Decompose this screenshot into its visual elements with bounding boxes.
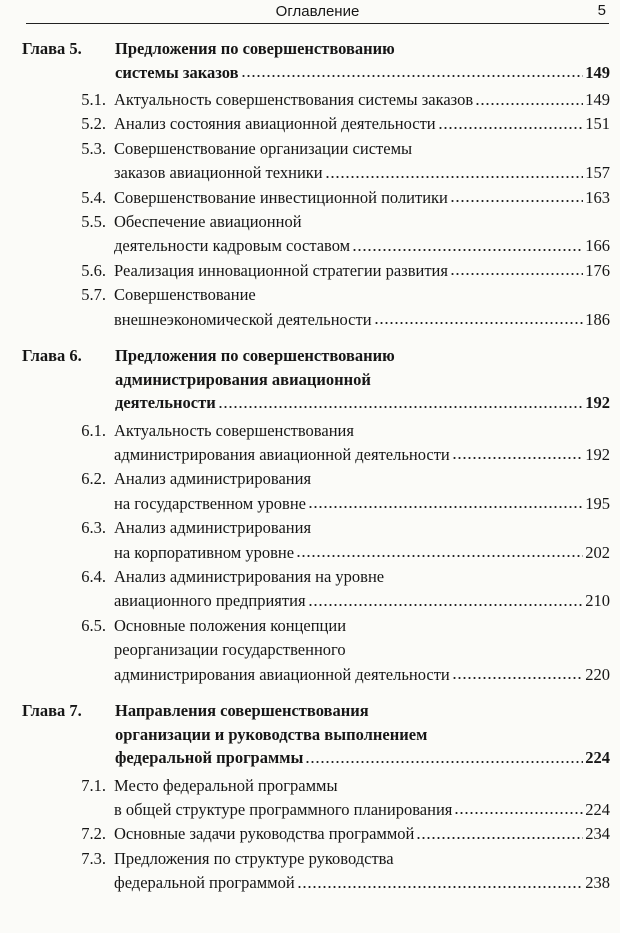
- section-title-line: [114, 589, 610, 613]
- section-title-line: [114, 186, 610, 210]
- chapter-title-text: Предложения по совершенствованию: [115, 39, 395, 58]
- section-title-line: [114, 516, 610, 540]
- section-title-line: [114, 112, 610, 136]
- chapter-label: Глава 6.: [22, 346, 82, 366]
- running-header: [26, 0, 609, 24]
- section-title-page-number: 176: [585, 260, 610, 280]
- section-title-page-number: 224: [585, 799, 610, 819]
- dot-leader: [297, 872, 584, 889]
- section-title: [114, 283, 610, 332]
- chapter-title-page-number: 224: [585, 748, 610, 768]
- section-number: 7.3.: [81, 848, 106, 868]
- section-title-page-number: 157: [585, 163, 610, 183]
- section-title-text: Основные положения концепции: [114, 615, 347, 635]
- section-number: 7.1.: [81, 775, 106, 795]
- section-title: [114, 419, 610, 468]
- section-number: 5.4.: [81, 187, 106, 207]
- chapter-title: [115, 344, 610, 415]
- chapter-title-line: [115, 723, 610, 747]
- section-number: 5.6.: [81, 260, 106, 280]
- section-title-text: Анализ администрирования: [114, 469, 312, 489]
- section-title-line: [114, 443, 610, 467]
- section-title-line: [114, 847, 610, 871]
- section-entry: [22, 88, 610, 112]
- dot-leader: [241, 61, 584, 78]
- chapter-title-text: Предложения по совершенствованию: [115, 346, 395, 366]
- section-title-line: [114, 774, 610, 798]
- section-entry: [22, 283, 610, 332]
- chapter-title-line: [115, 391, 610, 415]
- section-entry: [22, 516, 610, 565]
- section-entry: [22, 614, 610, 687]
- section-title-line: [114, 210, 610, 234]
- section-title-text: Место федеральной программы: [114, 775, 338, 795]
- section-title-line: [114, 88, 610, 112]
- section-title-text: реорганизации государственного: [114, 640, 346, 660]
- section-title-page-number: 149: [585, 90, 610, 109]
- dot-leader: [416, 823, 583, 840]
- dot-leader: [475, 89, 583, 106]
- running-header-title: Оглавление: [275, 3, 360, 20]
- section-number: 5.7.: [81, 285, 106, 305]
- section-title-text: администрирования авиационной деятельности: [114, 444, 450, 464]
- section-title-text: на корпоративном уровне: [114, 542, 295, 562]
- section-title-page-number: 151: [585, 114, 610, 134]
- section-title: [114, 614, 610, 687]
- chapter-title-line: [115, 344, 610, 368]
- dot-leader: [325, 162, 584, 179]
- section-title-line: [114, 871, 610, 895]
- section-number: 5.2.: [81, 114, 106, 134]
- section-title-text: Анализ администрирования на уровне: [114, 567, 385, 586]
- chapter-heading: [22, 699, 610, 770]
- chapter-title-text: деятельности: [115, 393, 216, 413]
- dot-leader: [450, 259, 583, 276]
- section-title: [114, 822, 610, 846]
- chapter-title-line: [115, 368, 610, 392]
- section-title-page-number: 210: [585, 591, 610, 611]
- section-title-line: [114, 492, 610, 516]
- chapter-block: [22, 699, 610, 896]
- section-title-text: Реализация инновационной стратегии развития: [114, 260, 448, 280]
- section-title: [114, 565, 610, 614]
- chapter-title-page-number: 192: [585, 393, 610, 413]
- section-title: [114, 847, 610, 896]
- chapter-title-line: [115, 61, 610, 85]
- page-number: 5: [597, 2, 606, 19]
- chapter-heading: [22, 37, 610, 84]
- section-title-line: [114, 541, 610, 565]
- section-title-line: [114, 663, 610, 687]
- section-title-line: [114, 565, 610, 589]
- chapter-label: Глава 5.: [22, 39, 82, 58]
- chapter-heading: [22, 344, 610, 415]
- section-title: [114, 137, 610, 186]
- chapter-title-page-number: 149: [585, 62, 610, 82]
- section-title: [114, 516, 610, 565]
- section-title-text: Анализ состояния авиационной деятельности: [114, 114, 436, 134]
- dot-leader: [452, 443, 584, 460]
- section-entry: [22, 822, 610, 846]
- section-title-text: Совершенствование инвестиционной политики: [114, 187, 448, 207]
- table-of-contents: [22, 37, 610, 908]
- chapter-block: [22, 344, 610, 687]
- section-title-text: на государственном уровне: [114, 493, 306, 513]
- section-title: [114, 259, 610, 283]
- section-title-line: [114, 467, 610, 491]
- section-number: 6.4.: [81, 567, 106, 586]
- section-number: 7.2.: [81, 824, 106, 844]
- dot-leader: [305, 747, 583, 764]
- section-entry: [22, 467, 610, 516]
- section-entry: [22, 112, 610, 136]
- section-entry: [22, 210, 610, 259]
- section-title: [114, 210, 610, 259]
- section-title-text: в общей структуре программного планирования: [114, 799, 453, 819]
- section-title-line: [114, 638, 610, 662]
- section-title-text: Совершенствование: [114, 285, 256, 305]
- dot-leader: [308, 492, 583, 509]
- section-title-page-number: 192: [585, 444, 610, 464]
- section-title-line: [114, 234, 610, 258]
- section-title-page-number: 202: [585, 542, 610, 562]
- section-number: 5.3.: [81, 138, 106, 158]
- section-title: [114, 88, 610, 112]
- section-title-line: [114, 161, 610, 185]
- section-title: [114, 467, 610, 516]
- chapter-title-text: организации и руководства выполнением: [115, 724, 428, 744]
- chapter-title-text: Направления совершенствования: [115, 701, 369, 721]
- section-entry: [22, 137, 610, 186]
- section-number: 6.2.: [81, 469, 106, 489]
- dot-leader: [452, 663, 584, 680]
- section-title-page-number: 195: [585, 493, 610, 513]
- section-entry: [22, 847, 610, 896]
- section-title: [114, 186, 610, 210]
- section-number: 5.1.: [81, 90, 106, 109]
- section-title-text: Совершенствование организации системы: [114, 138, 413, 158]
- section-entry: [22, 774, 610, 823]
- section-title-text: деятельности кадровым составом: [114, 236, 351, 256]
- dot-leader: [218, 392, 584, 409]
- section-entry: [22, 565, 610, 614]
- section-title-line: [114, 419, 610, 443]
- dot-leader: [296, 541, 583, 558]
- dot-leader: [450, 186, 583, 203]
- section-title-line: [114, 822, 610, 846]
- chapter-title-text: федеральной программы: [115, 748, 304, 768]
- section-title: [114, 774, 610, 823]
- section-title: [114, 112, 610, 136]
- section-title-line: [114, 798, 610, 822]
- section-title-text: Анализ администрирования: [114, 518, 312, 538]
- chapter-title: [115, 37, 610, 84]
- chapter-title: [115, 699, 610, 770]
- chapter-title-text: системы заказов: [115, 62, 239, 82]
- section-title-line: [114, 259, 610, 283]
- section-title-page-number: 220: [585, 664, 610, 684]
- chapter-label: Глава 7.: [22, 701, 82, 721]
- chapter-title-line: [115, 37, 610, 61]
- section-title-line: [114, 308, 610, 332]
- chapter-title-line: [115, 746, 610, 770]
- section-title-page-number: 186: [585, 309, 610, 329]
- section-title-text: Предложения по структуре руководства: [114, 848, 394, 868]
- dot-leader: [352, 235, 583, 252]
- section-title-line: [114, 137, 610, 161]
- section-title-line: [114, 614, 610, 638]
- section-title-text: заказов авиационной техники: [114, 163, 323, 183]
- chapter-block: [22, 37, 610, 332]
- section-number: 6.5.: [81, 615, 106, 635]
- section-title-text: внешнеэкономической деятельности: [114, 309, 372, 329]
- section-entry: [22, 259, 610, 283]
- chapter-title-line: [115, 699, 610, 723]
- section-entry: [22, 419, 610, 468]
- section-title-text: Основные задачи руководства программой: [114, 824, 415, 844]
- section-entry: [22, 186, 610, 210]
- section-title-text: авиационного предприятия: [114, 591, 306, 611]
- dot-leader: [374, 308, 584, 325]
- section-title-page-number: 166: [585, 236, 610, 256]
- section-title-page-number: 238: [585, 873, 610, 893]
- section-title-page-number: 163: [585, 187, 610, 207]
- section-number: 5.5.: [81, 212, 106, 232]
- section-number: 6.1.: [81, 420, 106, 440]
- section-title-text: Обеспечение авиационной: [114, 212, 302, 232]
- section-title-text: федеральной программой: [114, 873, 295, 893]
- section-title-text: Актуальность совершенствования: [114, 420, 354, 440]
- section-number: 6.3.: [81, 518, 106, 538]
- dot-leader: [438, 113, 584, 130]
- section-title-line: [114, 283, 610, 307]
- dot-leader: [308, 590, 584, 607]
- section-title-text: администрирования авиационной деятельности: [114, 664, 450, 684]
- section-title-text: Актуальность совершенствования системы заказов: [114, 90, 474, 109]
- section-title-page-number: 234: [585, 824, 610, 844]
- dot-leader: [454, 798, 583, 815]
- chapter-title-text: администрирования авиационной: [115, 369, 371, 389]
